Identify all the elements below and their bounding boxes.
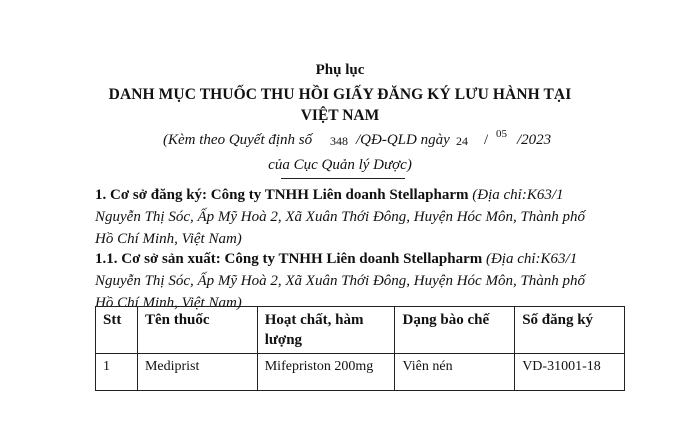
decision-month: 05 bbox=[496, 128, 507, 140]
manufacturer-address-1: (Địa chỉ:K63/1 bbox=[485, 251, 578, 267]
registration-address-1: (Địa chỉ:K63/1 bbox=[472, 187, 564, 203]
cell-registration-number: VD-31001-18 bbox=[515, 354, 625, 391]
cell-dosage-form: Viên nén bbox=[395, 354, 515, 391]
col-header-active-ingredient: Hoạt chất, hàm lượng bbox=[257, 307, 395, 354]
issuer-line: của Cục Quản lý Dược) bbox=[268, 157, 412, 173]
cell-active-ingredient: Mifepriston 200mg bbox=[257, 354, 395, 391]
registration-address-2: Nguyễn Thị Sóc, Ấp Mỹ Hoà 2, Xã Xuân Thới Đông, Huyện Hóc Môn, Thành phố bbox=[95, 209, 586, 225]
decision-prefix: (Kèm theo Quyết định số bbox=[163, 132, 313, 148]
col-header-drug-name: Tên thuốc bbox=[137, 307, 257, 354]
decision-mid: /QĐ-QLD ngày bbox=[356, 132, 450, 148]
col-header-registration-number: Số đăng ký bbox=[515, 307, 625, 354]
registration-address-3: Hồ Chí Minh, Việt Nam) bbox=[95, 231, 242, 247]
registration-heading: 1. Cơ sở đăng ký: Công ty TNHH Liên doanh Stellapharm bbox=[95, 187, 469, 203]
table-header-row bbox=[96, 307, 625, 354]
manufacturer-address-2: Nguyễn Thị Sóc, Ấp Mỹ Hoà 2, Xã Xuân Thới Đông, Huyện Hóc Môn, Thành phố bbox=[95, 273, 586, 289]
col-header-dosage-form: Dạng bào chế bbox=[395, 307, 515, 354]
list-title-line1: DANH MỤC THUỐC THU HỒI GIẤY ĐĂNG KÝ LƯU HÀNH TẠI bbox=[108, 86, 572, 103]
cell-drug-name: Mediprist bbox=[137, 354, 257, 391]
decision-day: 24 bbox=[456, 134, 468, 148]
registration-section bbox=[95, 184, 635, 250]
cell-stt: 1 bbox=[96, 354, 138, 391]
drug-table bbox=[95, 306, 625, 391]
title-underline bbox=[281, 178, 405, 179]
list-title-line2: VIỆT NAM bbox=[300, 107, 380, 124]
manufacturer-heading: 1.1. Cơ sở sản xuất: Công ty TNHH Liên doanh Stellapharm bbox=[95, 251, 483, 267]
decision-number: 348 bbox=[330, 134, 348, 148]
decision-slash: / bbox=[484, 132, 489, 148]
table-row bbox=[96, 354, 625, 391]
col-header-stt: Stt bbox=[96, 307, 138, 354]
manufacturer-section bbox=[95, 248, 635, 314]
manufacturer-address-3: Hồ Chí Minh, Việt Nam) bbox=[95, 295, 242, 311]
appendix-title: Phụ lục bbox=[315, 62, 365, 78]
decision-year: /2023 bbox=[517, 132, 552, 148]
